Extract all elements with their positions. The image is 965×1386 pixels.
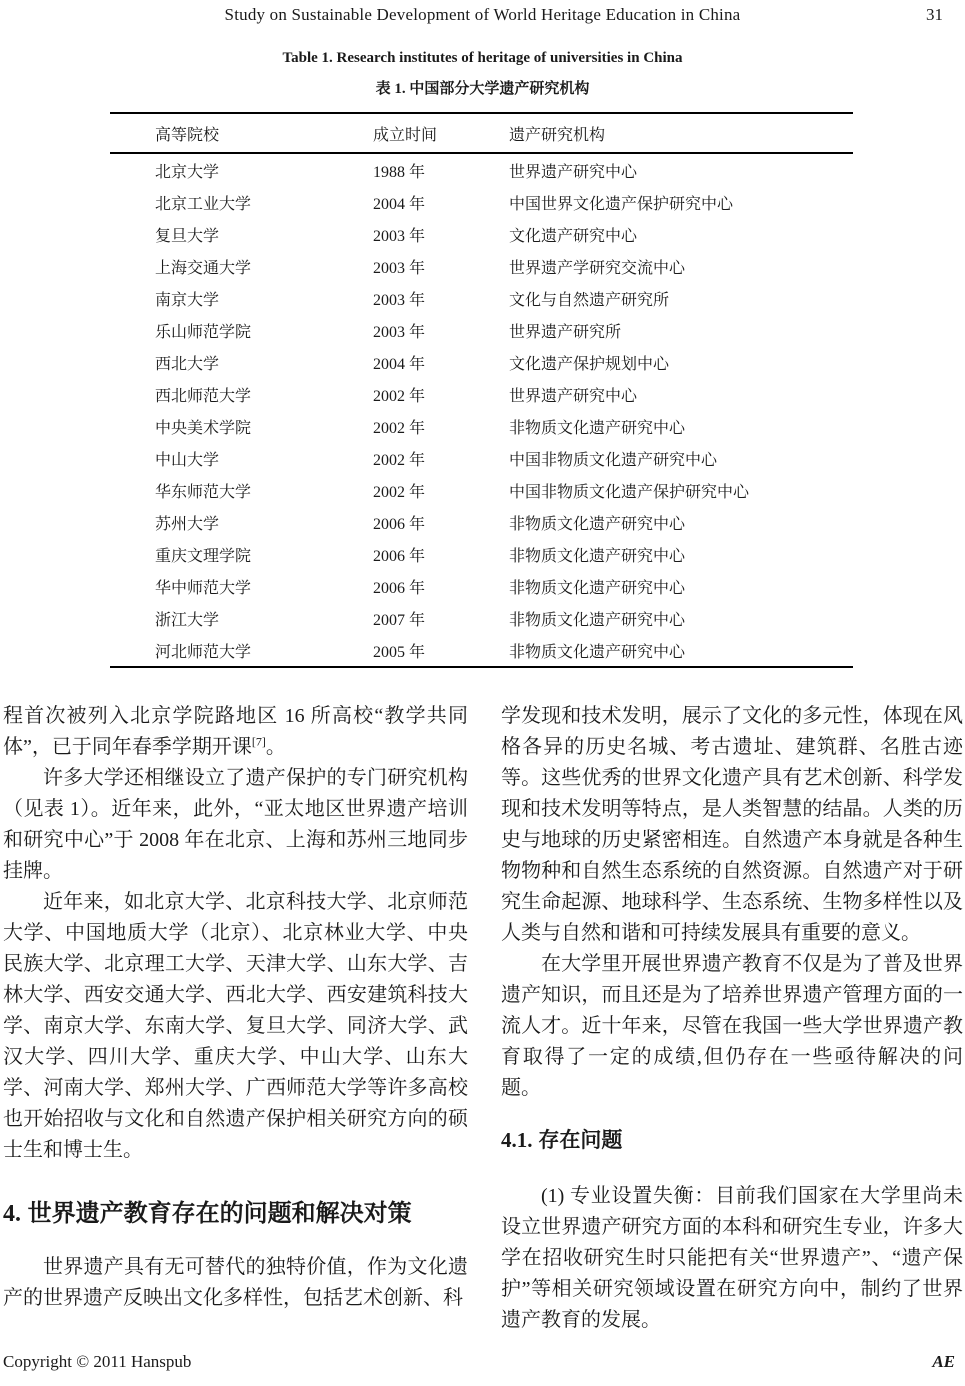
cell-founded-year: 2003 年 <box>373 291 426 309</box>
cell-founded-year: 2003 年 <box>373 227 426 245</box>
table-row <box>110 442 853 474</box>
paragraph: 在大学里开展世界遗产教育不仅是为了普及世界遗产知识，而且还是为了培养世界遗产管理方面的一流人才。近十年来，尽管在我国一些大学世界遗产教育取得了一定的成绩,但仍存在一些亟待解决的问题。 <box>501 953 963 1099</box>
table-row <box>110 570 853 602</box>
cell-founded-year: 2002 年 <box>373 483 426 501</box>
column-header-founded: 成立时间 <box>373 126 438 144</box>
cell-university: 上海交通大学 <box>155 259 252 277</box>
cell-founded-year: 2003 年 <box>373 323 426 341</box>
body-text <box>0 701 965 1336</box>
heritage-institutes-table <box>110 112 853 668</box>
table-row <box>110 186 853 218</box>
cell-university: 华中师范大学 <box>155 579 252 597</box>
cell-institute: 文化遗产研究中心 <box>509 227 638 245</box>
section-number: 4. <box>3 1201 21 1227</box>
paragraph-text: 程首次被列入北京学院路地区 16 所高校“教学共同体”，已于同年春季学期开课 <box>3 705 468 758</box>
cell-founded-year: 2004 年 <box>373 355 426 373</box>
paragraph: 学发现和技术发明，展示了文化的多元性，体现在风格各异的历史名城、考古遗址、建筑群、名胜古迹等。这些优秀的世界文化遗产具有艺术创新、科学发现和技术发明等特点，是人类智慧的结晶。人类的历史与地球的历史紧密相连。自然遗产本身就是各种生物物种和自然生态系统的自然资源。自然遗产对于研究生命起源、地球科学、生态系统、生物多样性以及人类与自然和谐和可持续发展具有重要的意义。 <box>501 705 963 944</box>
cell-founded-year: 2006 年 <box>373 515 426 533</box>
table-header-row <box>110 114 853 154</box>
cell-institute: 中国世界文化遗产保护研究中心 <box>509 195 734 213</box>
cell-founded-year: 2005 年 <box>373 643 426 661</box>
section-heading-4-1 <box>501 1125 963 1156</box>
cell-university: 北京工业大学 <box>155 195 252 213</box>
cell-university: 乐山师范学院 <box>155 323 252 341</box>
cell-institute: 世界遗产研究中心 <box>509 387 638 405</box>
cell-university: 苏州大学 <box>155 515 220 533</box>
cell-university: 西北大学 <box>155 355 220 373</box>
table-row <box>110 602 853 634</box>
running-title: Study on Sustainable Development of World Heritage Education in China <box>224 5 741 24</box>
cell-institute: 世界遗产学研究交流中心 <box>509 259 686 277</box>
citation-ref: [7] <box>251 734 266 749</box>
column-header-university: 高等院校 <box>155 126 220 144</box>
table-caption-english: Table 1. Research institutes of heritage of universities in China <box>282 50 683 66</box>
table-row <box>110 634 853 666</box>
cell-founded-year: 2002 年 <box>373 387 426 405</box>
table-row <box>110 346 853 378</box>
paragraph <box>3 701 468 763</box>
table-row <box>110 154 853 186</box>
cell-founded-year: 2002 年 <box>373 451 426 469</box>
cell-institute: 中国非物质文化遗产研究中心 <box>509 451 718 469</box>
cell-institute: 非物质文化遗产研究中心 <box>509 547 686 565</box>
right-column <box>501 701 963 1336</box>
cell-founded-year: 2007 年 <box>373 611 426 629</box>
paragraph: 近年来，如北京大学、北京科技大学、北京师范大学、中国地质大学（北京）、北京林业大学、中央民族大学、北京理工大学、天津大学、山东大学、吉林大学、西安交通大学、西北大学、西安建筑科技大学、南京大学、东南大学、复旦大学、同济大学、武汉大学、四川大学、重庆大学、中山大学、山东大学、河南大学、郑州大学、广西师范大学等许多高校也开始招收与文化和自然遗产保护相关研究方向的硕士生和博士生。 <box>3 891 468 1161</box>
cell-university: 河北师范大学 <box>155 643 252 661</box>
cell-founded-year: 2006 年 <box>373 547 426 565</box>
cell-founded-year: 2003 年 <box>373 259 426 277</box>
left-column <box>3 701 468 1336</box>
cell-university: 中山大学 <box>155 451 220 469</box>
paragraph: (1) 专业设置失衡：目前我们国家在大学里尚未设立世界遗产研究方面的本科和研究生专业，许多大学在招收研究生时只能把有关“世界遗产”、“遗产保护”等相关研究领域设置在研究方向中，制约了世界遗产教育的发展。 <box>501 1185 963 1331</box>
table-body <box>110 154 853 668</box>
cell-institute: 非物质文化遗产研究中心 <box>509 515 686 533</box>
cell-university: 南京大学 <box>155 291 220 309</box>
cell-institute: 非物质文化遗产研究中心 <box>509 611 686 629</box>
cell-institute: 中国非物质文化遗产保护研究中心 <box>509 483 750 501</box>
page-footer <box>3 1352 955 1372</box>
section-heading-4 <box>3 1197 468 1231</box>
cell-institute: 非物质文化遗产研究中心 <box>509 643 686 661</box>
table-row <box>110 250 853 282</box>
paragraph: 许多大学还相继设立了遗产保护的专门研究机构（见表 1）。近年来，此外，“亚太地区世界遗产培训和研究中心”于 2008 年在北京、上海和苏州三地同步挂牌。 <box>3 767 468 882</box>
section-number: 4.1. <box>501 1128 533 1152</box>
cell-institute: 世界遗产研究中心 <box>509 163 638 181</box>
cell-university: 浙江大学 <box>155 611 220 629</box>
table-row <box>110 282 853 314</box>
cell-founded-year: 2002 年 <box>373 419 426 437</box>
table-row <box>110 410 853 442</box>
cell-founded-year: 2006 年 <box>373 579 426 597</box>
cell-institute: 世界遗产研究所 <box>509 323 622 341</box>
table-caption-chinese: 表 1. 中国部分大学遗产研究机构 <box>375 81 590 97</box>
cell-founded-year: 1988 年 <box>373 163 426 181</box>
section-title: 世界遗产教育存在的问题和解决对策 <box>27 1200 412 1227</box>
running-header <box>0 0 965 30</box>
cell-university: 重庆文理学院 <box>155 547 252 565</box>
table-row <box>110 378 853 410</box>
column-header-institute: 遗产研究机构 <box>509 126 606 144</box>
paragraph-text: 。 <box>265 736 286 758</box>
paragraph: 世界遗产具有无可替代的独特价值，作为文化遗产的世界遗产反映出文化多样性，包括艺术创新、科 <box>3 1256 468 1309</box>
table-row <box>110 538 853 570</box>
section-title: 存在问题 <box>538 1129 623 1152</box>
page-number: 31 <box>926 5 943 24</box>
cell-university: 西北师范大学 <box>155 387 252 405</box>
cell-university: 北京大学 <box>155 163 220 181</box>
cell-university: 华东师范大学 <box>155 483 252 501</box>
journal-abbreviation: AE <box>932 1352 955 1371</box>
copyright-notice: Copyright © 2011 Hanspub <box>3 1352 192 1371</box>
table-row <box>110 218 853 250</box>
cell-institute: 文化与自然遗产研究所 <box>509 291 670 309</box>
table-row <box>110 506 853 538</box>
cell-institute: 文化遗产保护规划中心 <box>509 355 670 373</box>
cell-university: 中央美术学院 <box>155 419 252 437</box>
cell-institute: 非物质文化遗产研究中心 <box>509 419 686 437</box>
cell-university: 复旦大学 <box>155 227 220 245</box>
table-row <box>110 474 853 506</box>
cell-institute: 非物质文化遗产研究中心 <box>509 579 686 597</box>
cell-founded-year: 2004 年 <box>373 195 426 213</box>
table-row <box>110 314 853 346</box>
